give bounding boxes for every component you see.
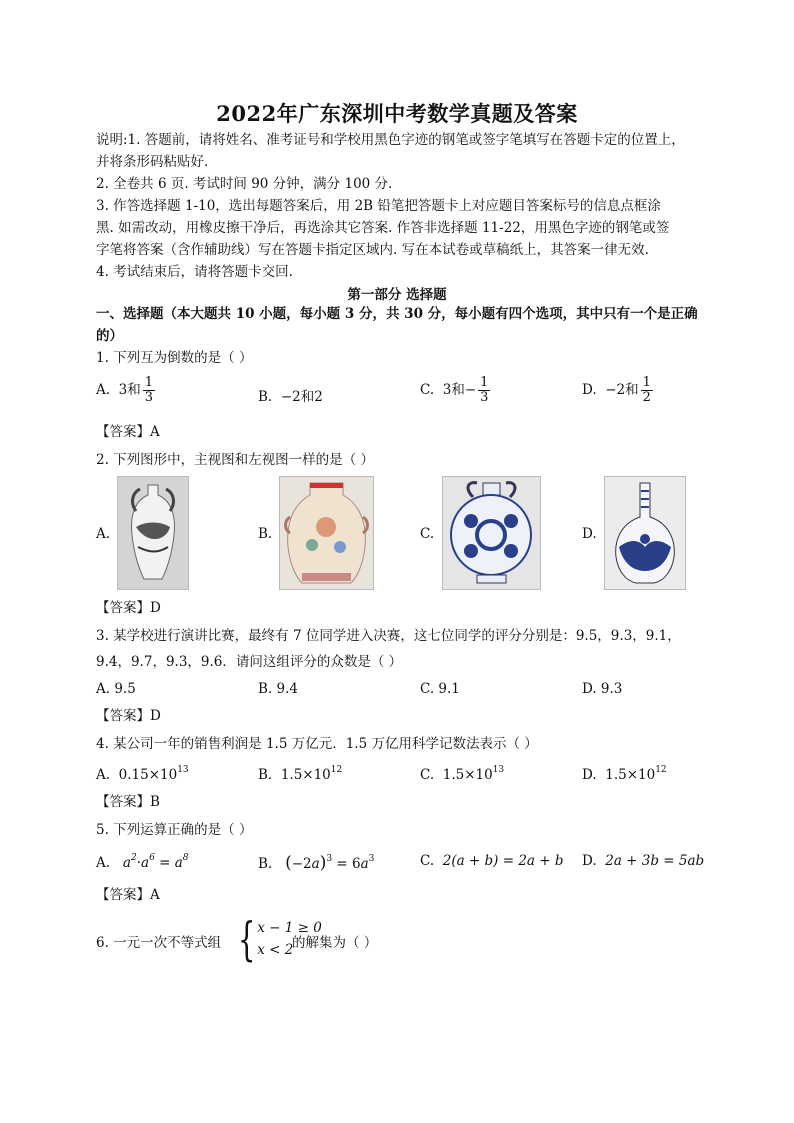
part-title: 第一部分 选择题 [347, 287, 447, 303]
q4-option-a: A. $0.15\times 10^{13}$ [96, 765, 189, 783]
section-heading-1: 一、选择题（本大题共 10 小题，每小题 3 分，共 30 分，每小题有四个选项，其中只有一个是正确 [96, 306, 698, 322]
q4-answer: 【答案】B [96, 794, 160, 810]
notes-line-3: 2. 全卷共 6 页. 考试时间 90 分钟，满分 100 分. [96, 176, 393, 192]
q6-stem-pre: 6. 一元一次不等式组 [96, 935, 222, 951]
q2-option-d-label: D. [582, 526, 597, 542]
q5-option-d: D. 2a + 3b = 5ab [582, 853, 705, 869]
q5-answer: 【答案】A [96, 887, 160, 903]
notes-line-4: 3. 作答选择题 1-10，选出每题答案后，用 2B 铅笔把答题卡上对应题目答案标号的信息点框涂 [96, 198, 661, 214]
q4-option-c: C. $1.5\times 10^{13}$ [420, 765, 505, 783]
notes-line-1: 说明:1. 答题前，请将姓名、准考证号和学校用黑色字迹的钢笔或签字笔填写在答题卡定的位置上， [96, 132, 685, 148]
q1-option-a: A. 3和 $\frac{1}{3}$ [96, 375, 154, 405]
q3-stem-1: 3. 某学校进行演讲比赛，最终有 7 位同学进入决赛，这七位同学的评分分别是：9.5，9.3，9.1， [96, 628, 681, 644]
q1-stem: 1. 下列互为倒数的是（ ） [96, 350, 253, 366]
q2-option-b-label: B. [258, 526, 273, 542]
q1-option-b: B. −2和2 [258, 389, 323, 405]
vase-image-c [442, 476, 541, 590]
inequality-row-1: x − 1 ≥ 0 [257, 920, 322, 936]
section-heading-2: 的） [96, 328, 123, 344]
q4-option-b: B. $1.5\times 10^{12}$ [258, 765, 343, 783]
q3-answer: 【答案】D [96, 708, 161, 724]
notes-line-5: 黑. 如需改动，用橡皮擦干净后，再选涂其它答案. 作答非选择题 11-22，用黑色字迹的钢笔或签 [96, 220, 670, 236]
q3-option-b: B. 9.4 [258, 681, 298, 697]
q1-option-d: D. −2和 $\frac{1}{2}$ [582, 375, 651, 405]
notes-line-7: 4. 考试结束后，请将答题卡交回. [96, 264, 293, 280]
q3-option-c: C. 9.1 [420, 681, 460, 697]
q2-option-a-label: A. [96, 526, 111, 542]
brace-glyph: { [237, 912, 256, 966]
q3-option-d: D. 9.3 [582, 681, 623, 697]
q5-option-a: A. $a^2\cdot a^6 = a^8$ [96, 853, 189, 871]
q2-option-c-label: C. [420, 526, 435, 542]
q1-option-c: C. 3和− $\frac{1}{3}$ [420, 375, 489, 405]
q5-option-c: C. 2(a + b) = 2a + b [420, 853, 564, 869]
q2-stem: 2. 下列图形中，主视图和左视图一样的是（ ） [96, 452, 374, 468]
q2-answer: 【答案】D [96, 600, 161, 616]
notes-line-6: 字笔将答案（含作辅助线）写在答题卡指定区域内. 写在本试卷或草稿纸上，其答案一律无效. [96, 242, 649, 258]
page-title: 2022年广东深圳中考数学真题及答案 [216, 101, 578, 126]
q3-stem-2: 9.4，9.7，9.3，9.6．请问这组评分的众数是（ ） [96, 654, 403, 670]
q6-stem-post: 的解集为（ ） [292, 935, 378, 951]
vase-image-a [117, 476, 189, 590]
q4-stem: 4. 某公司一年的销售利润是 1.5 万亿元．1.5 万亿用科学记数法表示（ ） [96, 736, 538, 752]
q3-option-a: A. 9.5 [96, 681, 136, 697]
vase-image-d [604, 476, 686, 590]
inequality-row-2: x < 2 [257, 942, 294, 958]
q1-answer: 【答案】A [96, 424, 160, 440]
notes-line-2: 并将条形码粘贴好. [96, 154, 209, 170]
q4-option-d: D. $1.5\times 10^{12}$ [582, 765, 667, 783]
q5-stem: 5. 下列运算正确的是（ ） [96, 822, 253, 838]
q5-option-b: B. $(-2a)^3 = 6a^3$ [258, 853, 375, 873]
vase-image-b [279, 476, 374, 590]
